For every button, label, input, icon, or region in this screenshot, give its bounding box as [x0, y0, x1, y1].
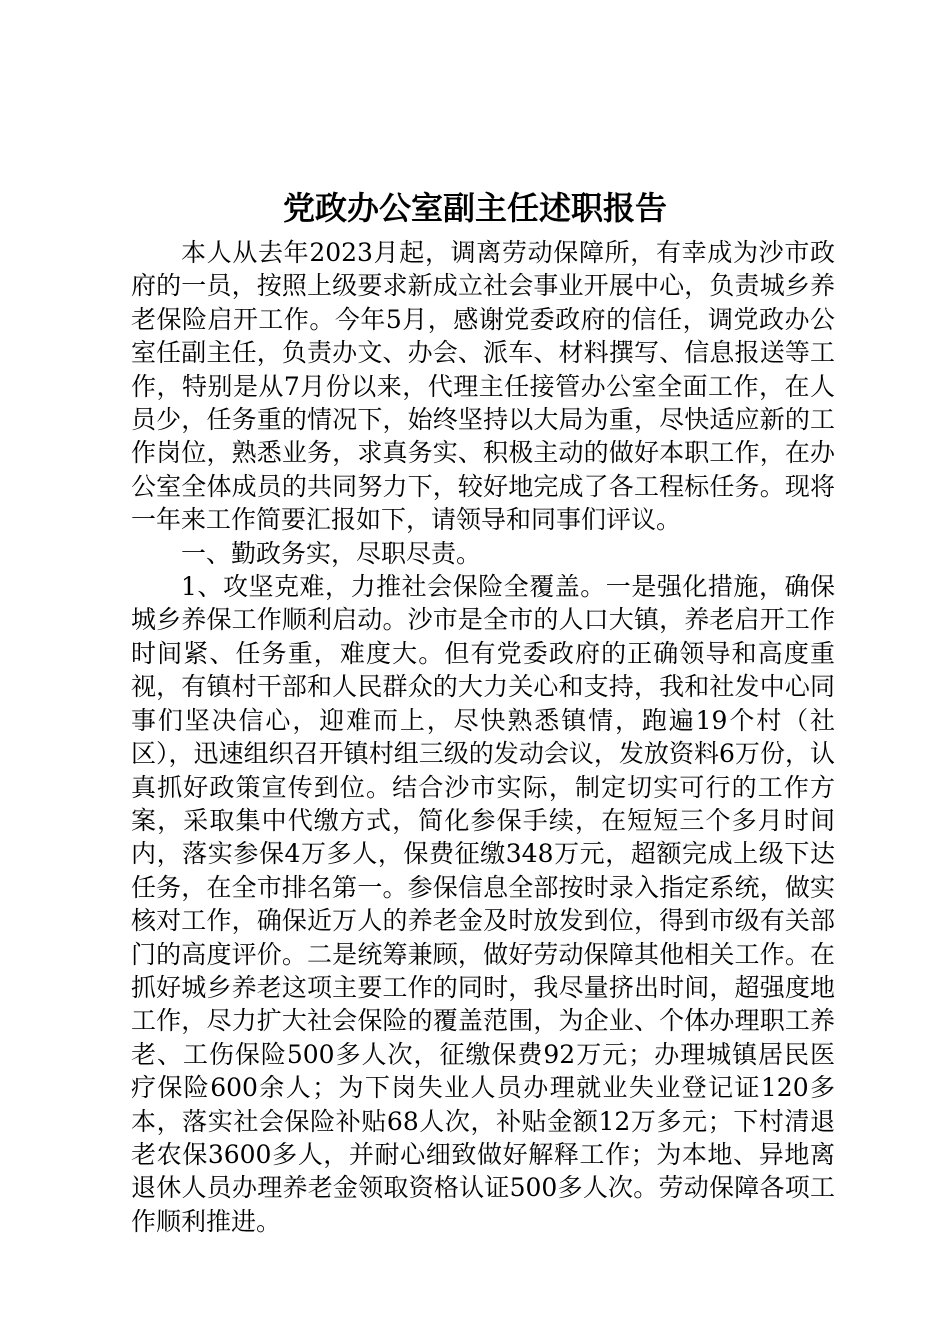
section-heading: 一、勤政务实，尽职尽责。 [181, 538, 482, 568]
document-title: 党政办公室副主任述职报告 [282, 189, 667, 227]
paragraph-item-1: 1、攻坚克难，力推社会保险全覆盖。一是强化措施，确保城乡养保工作顺利启动。沙市是全市的人口大镇，养老启开工作时间紧、任务重，难度大。但有党委政府的正确领导和高度重视，有镇村干部和人民群众的大力关心和支持，我和社发中心同事们坚决信心，迎难而上，尽快熟悉镇情，跑遍19个村（社区），迅速组织召开镇村组三级的发动会议，发放资料6万份，认真抓好政策宣传到位。结合沙市实际，制定切实可行的工作方案，采取集中代缴方式，简化参保手续，在短短三个多月时间内，落实参保4万多人，保费征缴348万元，超额完成上级下达任务，在全市排名第一。参保信息全部按时录入指定系统，做实核对工作，确保近万人的养老金及时放发到位，得到市级有关部门的高度评价。二是统筹兼顾，做好劳动保障其他相关工作。在抓好城乡养老这项主要工作的同时，我尽量挤出时间，超强度地工作，尽力扩大社会保险的覆盖范围，为企业、个体办理职工养老、工伤保险500多人次，征缴保费92万元；办理城镇居民医疗保险600余人；为下岗失业人员办理就业失业登记证120多本，落实社会保险补贴68人次，补贴金额12万多元；下村清退老农保3600多人，并耐心细致做好解释工作；为本地、异地离退休人员办理养老金领取资格认证500多人次。劳动保障各项工作顺利推进。 [131, 572, 835, 1236]
document-body [131, 236, 835, 1238]
paragraph-intro: 本人从去年2023月起，调离劳动保障所，有幸成为沙市政府的一员，按照上级要求新成立社会事业开展中心，负责城乡养老保险启开工作。今年5月，感谢党委政府的信任，调党政办公室任副主任，负责办文、办会、派车、材料撰写、信息报送等工作，特别是从7月份以来，代理主任接管办公室全面工作，在人员少，任务重的情况下，始终坚持以大局为重，尽快适应新的工作岗位，熟悉业务，求真务实、积极主动的做好本职工作，在办公室全体成员的共同努力下，较好地完成了各工程标任务。现将一年来工作简要汇报如下，请领导和同事们评议。 [131, 238, 835, 535]
